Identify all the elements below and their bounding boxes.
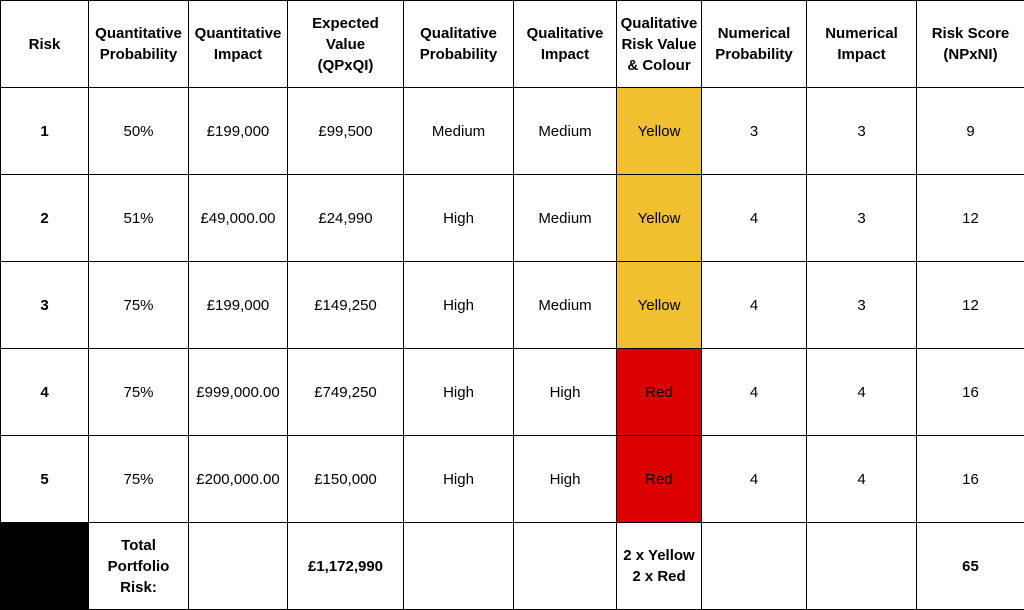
risk-id-cell: 5 [1,436,89,523]
expected-value-cell: £99,500 [288,88,404,175]
column-header [1,1,89,88]
risk-id-cell: 1 [1,88,89,175]
quantitative-probability-cell: 50% [89,88,189,175]
total-label-line: Portfolio [92,556,185,577]
numerical-impact-cell: 3 [807,262,917,349]
quantitative-probability-cell: 75% [89,349,189,436]
numerical-impact-cell: 4 [807,349,917,436]
total-label-line: Total [92,535,185,556]
risk-colour-cell: Yellow [617,262,702,349]
quantitative-impact-cell: £199,000 [189,262,288,349]
qualitative-probability-cell: Medium [404,88,514,175]
column-header [917,1,1024,88]
colour-summary-line: 2 x Red [620,566,698,587]
numerical-impact-cell: 3 [807,175,917,262]
numerical-probability-cell: 4 [702,436,807,523]
quantitative-impact-cell: £999,000.00 [189,349,288,436]
risk-colour-cell: Yellow [617,175,702,262]
qualitative-probability-cell: High [404,175,514,262]
column-header [89,1,189,88]
risk-id-cell: 4 [1,349,89,436]
quantitative-impact-cell: £49,000.00 [189,175,288,262]
column-header-line: Risk Score [920,23,1021,44]
risk-id-cell: 2 [1,175,89,262]
table-row [1,349,1024,436]
numerical-probability-cell: 4 [702,262,807,349]
total-label-line: Risk: [92,577,185,598]
table-row [1,262,1024,349]
total-colour-summary [617,523,702,610]
numerical-probability-cell: 3 [702,88,807,175]
total-empty-cell [189,523,288,610]
header-row [1,1,1024,88]
total-empty-cell [404,523,514,610]
column-header-line: (NPxNI) [920,44,1021,65]
total-empty-cell [514,523,617,610]
column-header-line: Probability [407,44,510,65]
column-header [807,1,917,88]
column-header [288,1,404,88]
column-header-line: Qualitative [620,13,698,34]
column-header-line: & Colour [620,55,698,76]
table-row [1,88,1024,175]
total-label [89,523,189,610]
risk-score-cell: 12 [917,175,1024,262]
column-header-line: Numerical [705,23,803,44]
column-header-line: Risk Value [620,34,698,55]
qualitative-impact-cell: Medium [514,88,617,175]
quantitative-probability-cell: 75% [89,262,189,349]
column-header-line: Probability [705,44,803,65]
column-header [404,1,514,88]
column-header-line: Impact [810,44,913,65]
expected-value-cell: £749,250 [288,349,404,436]
column-header-line: (QPxQI) [291,55,400,76]
numerical-probability-cell: 4 [702,349,807,436]
risk-score-cell: 16 [917,349,1024,436]
quantitative-impact-cell: £200,000.00 [189,436,288,523]
column-header [702,1,807,88]
column-header [617,1,702,88]
column-header-line: Probability [92,44,185,65]
qualitative-probability-cell: High [404,349,514,436]
column-header-line: Risk [4,34,85,55]
qualitative-impact-cell: High [514,436,617,523]
column-header-line: Numerical [810,23,913,44]
column-header-line: Expected Value [291,13,400,55]
total-empty-cell [807,523,917,610]
qualitative-impact-cell: High [514,349,617,436]
numerical-probability-cell: 4 [702,175,807,262]
qualitative-probability-cell: High [404,262,514,349]
total-black-cell [1,523,89,610]
column-header-line: Qualitative [407,23,510,44]
colour-summary-line: 2 x Yellow [620,545,698,566]
risk-score-cell: 12 [917,262,1024,349]
column-header-line: Quantitative [192,23,284,44]
qualitative-impact-cell: Medium [514,175,617,262]
quantitative-probability-cell: 75% [89,436,189,523]
risk-colour-cell: Yellow [617,88,702,175]
qualitative-probability-cell: High [404,436,514,523]
total-empty-cell [702,523,807,610]
column-header-line: Impact [192,44,284,65]
total-risk-score: 65 [917,523,1024,610]
risk-id-cell: 3 [1,262,89,349]
column-header-line: Qualitative [517,23,613,44]
column-header [189,1,288,88]
table-row [1,175,1024,262]
column-header [514,1,617,88]
total-row [1,523,1024,610]
quantitative-probability-cell: 51% [89,175,189,262]
numerical-impact-cell: 3 [807,88,917,175]
expected-value-cell: £149,250 [288,262,404,349]
column-header-line: Impact [517,44,613,65]
risk-score-cell: 16 [917,436,1024,523]
expected-value-cell: £150,000 [288,436,404,523]
table-row [1,436,1024,523]
quantitative-impact-cell: £199,000 [189,88,288,175]
risk-score-cell: 9 [917,88,1024,175]
risk-colour-cell: Red [617,436,702,523]
numerical-impact-cell: 4 [807,436,917,523]
qualitative-impact-cell: Medium [514,262,617,349]
column-header-line: Quantitative [92,23,185,44]
total-expected-value: £1,172,990 [288,523,404,610]
risk-colour-cell: Red [617,349,702,436]
expected-value-cell: £24,990 [288,175,404,262]
